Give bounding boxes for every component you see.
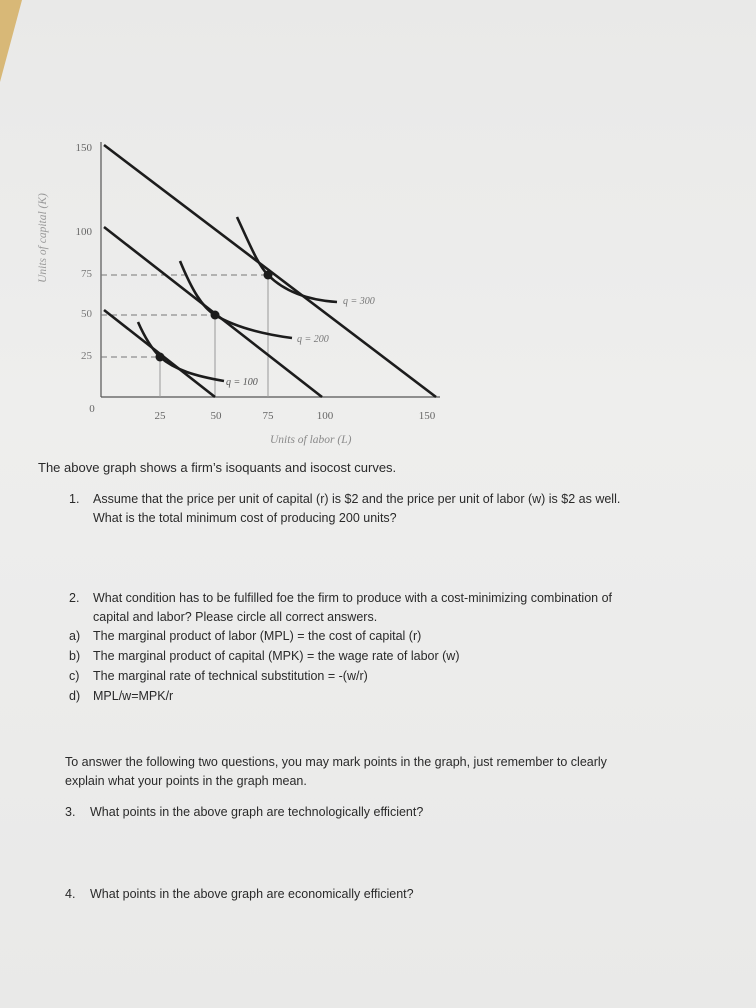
- isoquant-q300: [237, 217, 337, 302]
- option-a-letter: a): [69, 629, 81, 643]
- tangency-point-q300: [264, 271, 273, 280]
- isoquant-isocost-graph: [0, 120, 756, 450]
- y-tick-label: 100: [75, 226, 92, 238]
- x-tick-label: 150: [418, 410, 436, 422]
- x-tick-label: 100: [316, 410, 334, 422]
- question-4-number: 4.: [65, 887, 76, 901]
- question-1-number: 1.: [69, 492, 80, 506]
- instruction-line-2: explain what your points in the graph mean.: [65, 774, 307, 788]
- x-tick-label: 75: [262, 410, 274, 422]
- y-tick-label: 50: [81, 308, 92, 320]
- question-3-text: What points in the above graph are technologically efficient?: [90, 805, 424, 819]
- option-a-text: The marginal product of labor (MPL) = the cost of capital (r): [93, 629, 422, 643]
- question-2-number: 2.: [69, 591, 80, 605]
- y-tick-label: 25: [81, 350, 92, 362]
- x-tick-label: 0: [89, 403, 95, 415]
- x-axis-label: Units of labor (L): [270, 434, 352, 446]
- option-c-text: The marginal rate of technical substitution = -(w/r): [93, 669, 368, 683]
- y-tick-label: 150: [75, 142, 92, 154]
- option-b-text: The marginal product of capital (MPK) = the wage rate of labor (w): [93, 649, 460, 663]
- y-axis-label: Units of capital (K): [37, 193, 49, 283]
- question-2-line-1: What condition has to be fulfilled foe the firm to produce with a cost-minimizing combination of: [93, 591, 613, 605]
- y-tick-label: 75: [81, 268, 92, 280]
- question-2-line-2: capital and labor? Please circle all correct answers.: [93, 610, 378, 624]
- tangency-point-q200: [211, 311, 220, 320]
- isoquant-label-q100: q = 100: [226, 377, 258, 388]
- x-tick-label: 50: [210, 410, 222, 422]
- question-4-text: What points in the above graph are economically efficient?: [90, 887, 414, 901]
- option-d-letter: d): [69, 689, 81, 703]
- question-1-line-2: What is the total minimum cost of producing 200 units?: [93, 511, 397, 525]
- intro-text: The above graph shows a firm’s isoquants and isocost curves.: [38, 460, 397, 475]
- isoquant-q100: [138, 322, 224, 381]
- option-b-letter: b): [69, 649, 81, 663]
- option-c-letter: c): [69, 669, 80, 683]
- isoquant-label-q200: q = 200: [297, 334, 329, 345]
- corner-shadow: [0, 0, 22, 82]
- instruction-line-1: To answer the following two questions, you may mark points in the graph, just remember to clearly: [65, 755, 607, 769]
- question-3-number: 3.: [65, 805, 76, 819]
- option-d-text: MPL/w=MPK/r: [93, 689, 174, 703]
- isoquant-label-q300: q = 300: [343, 296, 375, 307]
- question-1-line-1: Assume that the price per unit of capital (r) is $2 and the price per unit of labor (w) is $2 as well.: [93, 492, 621, 506]
- x-tick-label: 25: [154, 410, 166, 422]
- tangency-point-q100: [156, 353, 165, 362]
